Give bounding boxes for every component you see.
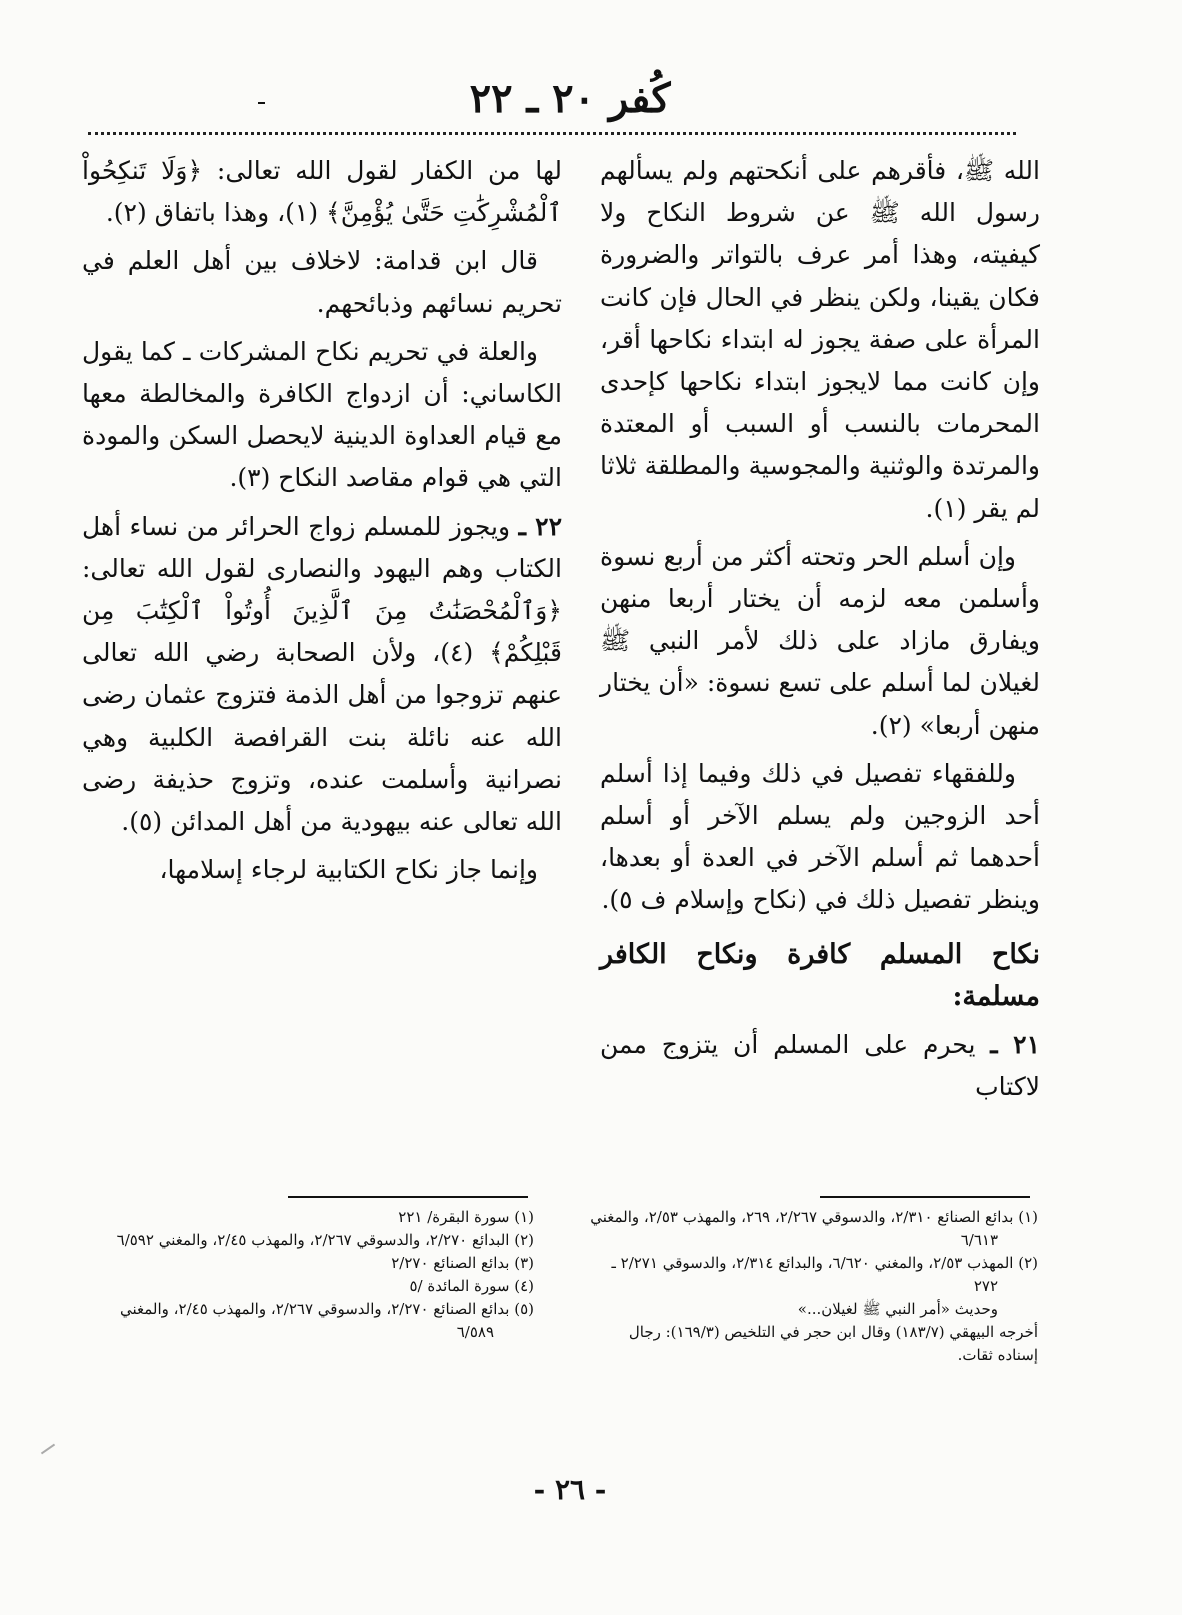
footnote-continuation: وحديث «أمر النبي ﷺ لغيلان...» (797, 1300, 998, 1318)
footnote-item (82, 1275, 534, 1298)
footnote-divider-left (288, 1196, 528, 1198)
header-dash-mark (258, 102, 265, 104)
footnote-continuation: أخرجه البيهقي (١٨٣/٧) وقال ابن حجر في التلخيص (١٦٩/٣): رجال إسناده ثقات. (628, 1323, 1038, 1364)
left-paragraph-2: قال ابن قدامة: لاخلاف بين أهل العلم في تحريم نسائهم وذبائحهم. (82, 246, 562, 318)
page-header-title: كُفر ٢٠ ـ ٢٢ (469, 75, 671, 122)
left-paragraph-4 (82, 506, 562, 844)
right-paragraph-3: وللفقهاء تفصيل في ذلك وفيما إذا أسلم أحد الزوجين ولم يسلم الآخر أو أسلم أحدهما ثم أسلم الآخر في العدة أو بعدها، وينظر تفصيل ذلك في (نكاح وإسلام ف ٥). (600, 758, 1040, 915)
header-dotted-divider (88, 132, 1016, 135)
footnote-text: البدائع ٢/٢٧٠، والدسوقي ٢/٢٦٧، والمهذب ٢/٤٥، والمغني ٦/٥٩٢ (116, 1231, 510, 1249)
footnote-text: سورة البقرة/ ٢٢١ (398, 1208, 510, 1226)
footnote-number: (٤) (514, 1277, 534, 1295)
footnote-number: (١) (1018, 1208, 1038, 1226)
paragraph-number-22: ٢٢ ـ (518, 511, 562, 541)
footnote-number: (٣) (514, 1254, 534, 1272)
footnote-number: (٢) (514, 1231, 534, 1249)
left-paragraph-1: لها من الكفار لقول الله تعالى: ﴿وَلَا تَنكِحُواْ ٱلْمُشْرِكَٰتِ حَتَّىٰ يُؤْمِنَّ﴾ (١)، وهذا باتفاق (٢). (82, 156, 562, 228)
footnote-item (82, 1252, 534, 1275)
right-column (600, 150, 1040, 1114)
footnote-number: (٥) (514, 1300, 534, 1318)
footnote-number: (١) (514, 1208, 534, 1226)
footnote-text: بدائع الصنائع ٢/٢٧٠ (391, 1254, 510, 1272)
left-column (82, 150, 562, 897)
footnote-text: سورة المائدة /٥ (409, 1277, 510, 1295)
footnote-item (82, 1206, 534, 1229)
left-paragraph-4-text: ويجوز للمسلم زواج الحرائر من نساء أهل الكتاب وهم اليهود والنصارى لقول الله تعالى: ﴿وَٱلْمُحْصَنَٰتُ مِنَ ٱلَّذِينَ أُوتُواْ ٱلْكِتَٰبَ مِن قَبْلِكُمْ﴾ (٤)، ولأن الصحابة رضي الله تعالى عنهم تزوجوا من أهل الذمة فتزوج عثمان رضى الله عنه نائلة بنت القرافصة الكلبية وهي نصرانية وأسلمت عنده، وتزوج حذيفة رضى الله تعالى عنه بيهودية من أهل المدائن (٥). (82, 511, 562, 837)
footnotes-left (82, 1206, 534, 1344)
footnote-item (82, 1229, 534, 1252)
footnote-number: (٢) (1018, 1254, 1038, 1272)
right-paragraph-4 (600, 1024, 1040, 1108)
footnotes-right (590, 1206, 1038, 1367)
footnote-text: بدائع الصنائع ٢/٢٧٠، والدسوقي ٢/٢٦٧، والمهذب ٢/٤٥، والمغني ٦/٥٨٩ (120, 1300, 510, 1341)
page-number: - ٢٦ - (533, 1473, 607, 1506)
right-paragraph-2: وإن أسلم الحر وتحته أكثر من أربع نسوة وأسلمن معه لزمه أن يختار أربعا منهن ويفارق مازاد على ذلك لأمر النبي ﷺ لغيلان لما أسلم على تسع نسوة: «أن يختار منهن أربعا» (٢). (600, 541, 1040, 740)
footnote-item (590, 1252, 1038, 1298)
scan-mark (41, 1444, 55, 1455)
right-paragraph-1: الله ﷺ، فأقرهم على أنكحتهم ولم يسألهم رسول الله ﷺ عن شروط النكاح ولا كيفيته، وهذا أمر عرف بالتواتر والضرورة فكان يقينا، ولكن ينظر في الحال فإن كانت المرأة على صفة يجوز له ابتداء نكاحها أقر، وإن كانت مما لايجوز ابتداء نكاحها كإحدى المحرمات بالنسب أو السبب أو المعتدة والمرتدة والوثنية والمجوسية والمطلقة ثلاثا لم يقر (١). (600, 156, 1040, 523)
right-paragraph-4-text: يحرم على المسلم أن يتزوج ممن لاكتاب (600, 1030, 1040, 1102)
section-heading: نكاح المسلم كافرة ونكاح الكافر مسلمة: (600, 938, 1040, 1012)
footnote-divider-right (820, 1196, 1030, 1198)
footnote-item (590, 1206, 1038, 1252)
left-paragraph-3: والعلة في تحريم نكاح المشركات ـ كما يقول الكاساني: أن ازدواج الكافرة والمخالطة معها مع قيام العداوة الدينية لايحصل السكن والمودة التي هي قوام مقاصد النكاح (٣). (82, 336, 562, 493)
footnote-item (82, 1298, 534, 1344)
paragraph-number-21: ٢١ ـ (990, 1030, 1040, 1060)
footnote-text: المهذب ٢/٥٣، والمغني ٦/٦٢٠، والبدائع ٢/٣١٤، والدسوقي ٢/٢٧١ ـ ٢٧٢ (611, 1254, 1014, 1295)
left-paragraph-5: وإنما جاز نكاح الكتابية لرجاء إسلامها، (159, 855, 538, 885)
footnote-text: بدائع الصنائع ٢/٣١٠، والدسوقي ٢/٢٦٧، ٢٦٩، والمهذب ٢/٥٣، والمغني ٦/٦١٣ (590, 1208, 1014, 1249)
